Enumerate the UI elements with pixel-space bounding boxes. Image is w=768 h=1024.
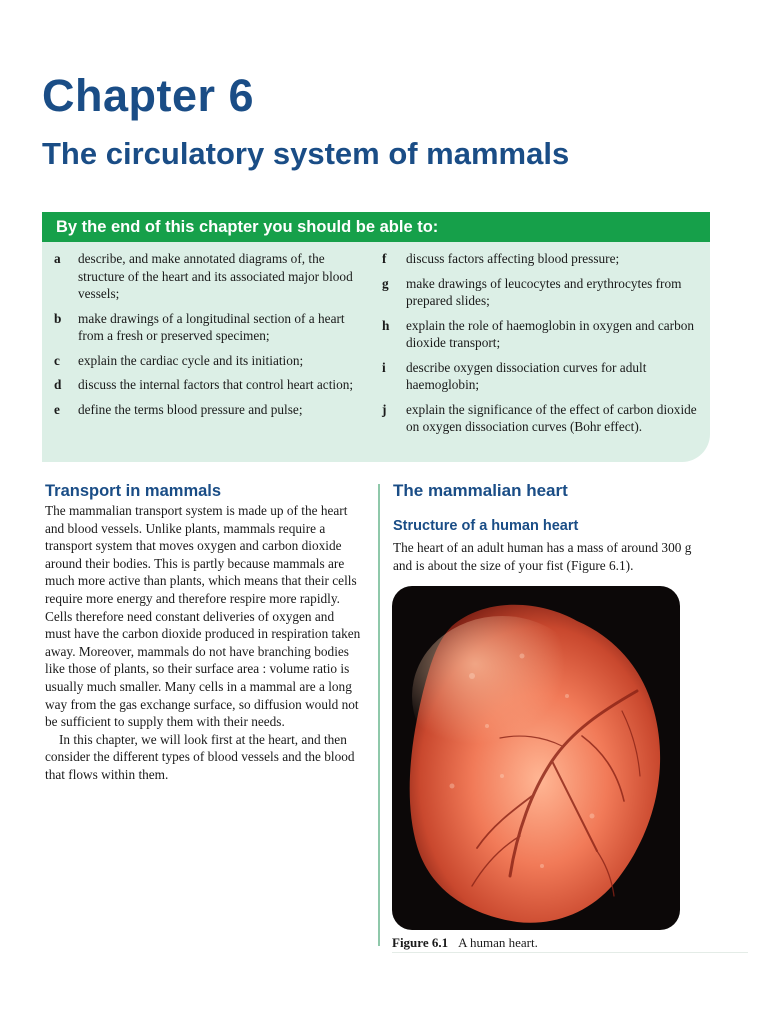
objective-text: make drawings of a longitudinal section of a heart from a fresh or preserved specimen; <box>78 310 345 343</box>
chapter-number: Chapter 6 <box>42 70 255 121</box>
objective-text: explain the role of haemoglobin in oxygen and carbon dioxide transport; <box>406 317 695 350</box>
column-divider <box>378 484 380 946</box>
objective-letter: d <box>54 377 62 392</box>
chapter-title: The circulatory system of mammals <box>42 136 570 171</box>
objective-letter: g <box>382 275 389 291</box>
objective-letter: i <box>382 359 386 375</box>
objective-text: define the terms blood pressure and pulse; <box>78 401 303 417</box>
objective-letter: e <box>54 401 60 417</box>
objective-item <box>54 401 372 419</box>
objective-text: make drawings of leucocytes and erythrocytes from prepared slides; <box>406 275 682 308</box>
objectives-left-column <box>54 250 372 425</box>
transport-paragraph-1: The mammalian transport system is made up of the heart and blood vessels. Unlike plants, mammals require a transport system that moves oxygen and carbon dioxide around their bodies. This is partly because mammals are much more active than plants, which means that their cells require more energy and therefore respire more rapidly. Cells therefore need constant deliveries of oxygen and must have the carbon dioxide produced in respiration taken away. Moreover, mammals do not have branching bodies like those of plants, so their surface area : volume ratio is usually much smaller. Many cells in a mammal are a long way from the gas exchange surface, so diffusion would not be sufficient to supply them with their needs. <box>45 503 361 730</box>
objective-item <box>54 310 372 345</box>
heart-illustration <box>392 586 680 930</box>
figure-label: Figure 6.1 <box>392 935 449 950</box>
objective-item <box>382 250 702 268</box>
figure-caption <box>392 935 538 951</box>
mammalian-heart-heading: The mammalian heart <box>393 481 568 500</box>
objective-item <box>54 250 372 303</box>
transport-paragraph-2: In this chapter, we will look first at the heart, and then consider the different types of blood vessels and the blood that flows within them. <box>45 731 355 782</box>
objective-text: describe, and make annotated diagrams of, the structure of the heart and its associated major blood vessels; <box>78 251 353 301</box>
objective-letter: c <box>54 352 60 368</box>
heart-paragraph: The heart of an adult human has a mass of around 300 g and is about the size of your fist (Figure 6.1). <box>393 540 692 573</box>
objective-letter: a <box>54 251 61 266</box>
objectives-header: By the end of this chapter you should be able to: <box>42 212 710 242</box>
objective-text: discuss factors affecting blood pressure; <box>406 251 620 266</box>
objective-letter: f <box>382 251 387 266</box>
heart-photo <box>392 586 680 930</box>
objectives-right-column <box>382 250 702 443</box>
objective-text: discuss the internal factors that control heart action; <box>78 377 354 392</box>
objectives-box <box>42 212 710 462</box>
objective-text: explain the significance of the effect of carbon dioxide on oxygen dissociation curves (Bohr effect). <box>406 401 697 434</box>
objective-text: describe oxygen dissociation curves for adult haemoglobin; <box>406 359 647 392</box>
objective-item <box>382 317 702 352</box>
figure-caption-text: A human heart. <box>458 935 538 950</box>
objective-item <box>382 401 702 436</box>
objective-item <box>382 275 702 310</box>
transport-body <box>45 502 363 784</box>
objective-item <box>382 359 702 394</box>
objective-item <box>54 352 372 370</box>
structure-subheading: Structure of a human heart <box>393 518 579 534</box>
bottom-rule <box>392 952 748 953</box>
objective-letter: b <box>54 310 62 326</box>
objective-text: explain the cardiac cycle and its initiation; <box>78 352 304 368</box>
objective-letter: j <box>382 401 387 417</box>
transport-heading: Transport in mammals <box>45 482 222 500</box>
objective-letter: h <box>382 317 390 333</box>
objective-item <box>54 376 372 394</box>
